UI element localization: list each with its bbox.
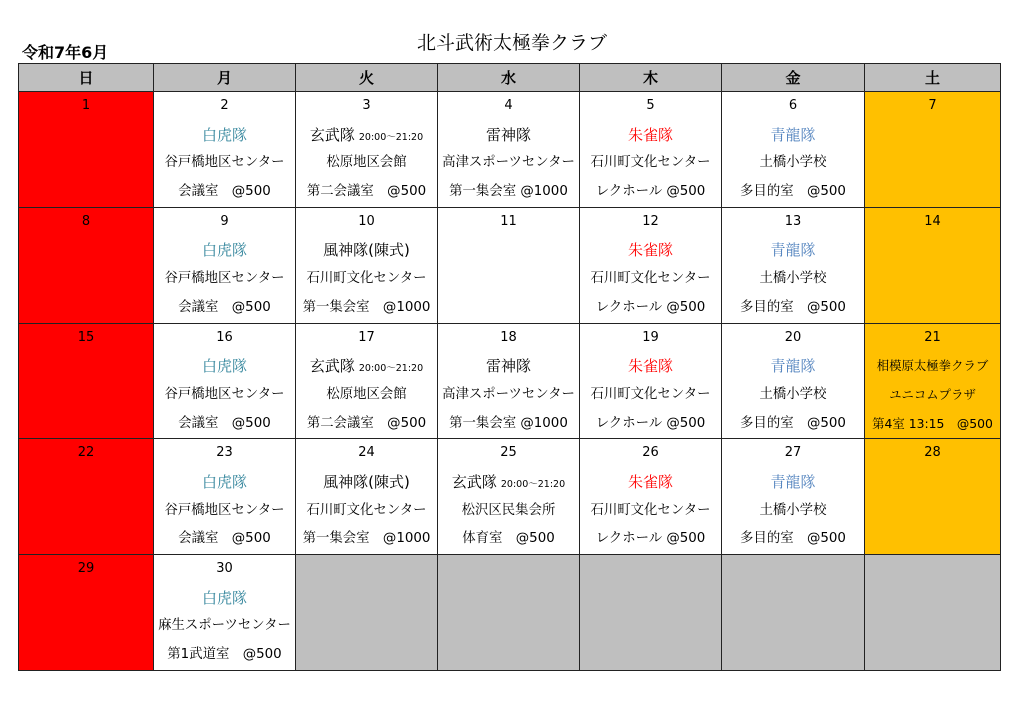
venue-name: 石川町文化センター [590, 271, 711, 287]
group-name-line [722, 352, 864, 381]
group-name: 白虎隊 [201, 357, 247, 376]
day-cell-6 [722, 92, 865, 208]
group-name-line [580, 236, 721, 265]
day-cell-8 [19, 207, 154, 323]
venue-name: 土橋小学校 [759, 502, 827, 518]
day-number: 24 [358, 445, 375, 461]
calendar-body [19, 92, 1001, 671]
room-fee: 第一集会室 @1000 [449, 184, 568, 200]
group-name-line [722, 121, 864, 150]
group-name-line [296, 236, 437, 265]
empty-day-cell [580, 555, 722, 671]
group-name-line [722, 236, 864, 265]
day-cell-12 [580, 207, 722, 323]
venue-name: 石川町文化センター [590, 386, 711, 402]
room-fee: 第二会議室 @500 [306, 415, 427, 431]
day-number: 4 [504, 98, 513, 113]
group-name: 白虎隊 [201, 125, 247, 144]
day-number: 17 [358, 329, 375, 345]
day-cell-20 [722, 323, 865, 439]
day-cell-5 [580, 92, 722, 208]
group-name: 風神隊(陳式) [323, 472, 410, 491]
group-name: 玄武隊 [309, 357, 355, 376]
day-number: 12 [642, 213, 659, 229]
group-name: 青龍隊 [770, 125, 816, 144]
weekday-header-saturday: 土 [865, 64, 1001, 92]
day-number: 18 [500, 329, 517, 345]
day-cell-7 [865, 92, 1001, 208]
room-fee: 第1武道室 @500 [167, 647, 282, 663]
group-name: 玄武隊 [309, 125, 355, 144]
day-cell-14 [865, 207, 1001, 323]
group-name-line [580, 352, 721, 381]
day-cell-25 [438, 439, 580, 555]
venue-name: 石川町文化センター [306, 502, 427, 518]
day-cell-19 [580, 323, 722, 439]
venue-name: 石川町文化センター [590, 155, 711, 171]
day-number: 27 [784, 445, 802, 461]
week-row [19, 92, 1001, 208]
group-name: 風神隊(陳式) [323, 241, 410, 260]
room-fee: 第一集会室 @1000 [302, 299, 431, 315]
room-fee: レクホール @500 [595, 415, 706, 431]
day-number: 19 [642, 329, 659, 345]
empty-day-cell [438, 555, 580, 671]
venue-name: 高津スポーツセンター [442, 155, 575, 171]
calendar-table [18, 63, 1001, 671]
group-name-line [722, 468, 864, 497]
day-number: 2 [220, 98, 229, 113]
venue-name: 石川町文化センター [306, 271, 427, 287]
day-number: 29 [77, 561, 95, 576]
day-cell-26 [580, 439, 722, 555]
week-row [19, 439, 1001, 555]
era-month-label: 令和7年6月 [22, 43, 109, 62]
day-number: 11 [500, 213, 517, 229]
empty-day-cell [865, 555, 1001, 671]
weekday-header-tuesday: 火 [296, 64, 438, 92]
day-number: 30 [216, 561, 233, 576]
group-name: 青龍隊 [770, 472, 816, 491]
room-fee: 第一集会室 @1000 [302, 531, 431, 547]
day-number: 16 [216, 329, 233, 345]
day-cell-15 [19, 323, 154, 439]
room-fee: 多目的室 @500 [740, 299, 846, 315]
group-name: 玄武隊 [451, 472, 497, 491]
room-fee: レクホール @500 [595, 299, 706, 315]
day-number: 13 [784, 213, 802, 229]
day-number: 5 [646, 98, 655, 113]
venue-name: 土橋小学校 [759, 271, 827, 287]
venue-name: 松原地区会館 [326, 386, 407, 402]
group-name-line [154, 584, 295, 613]
day-number: 25 [500, 445, 517, 461]
day-cell-18 [438, 323, 580, 439]
group-name-line [438, 468, 579, 497]
group-name-line [154, 468, 295, 497]
group-name: 朱雀隊 [627, 241, 673, 260]
empty-day-cell [296, 555, 438, 671]
day-number: 15 [77, 329, 95, 345]
group-name: 青龍隊 [770, 241, 816, 260]
day-cell-4 [438, 92, 580, 208]
group-name: 白虎隊 [201, 241, 247, 260]
weekday-header-row [19, 64, 1001, 92]
page-title: 北斗武術太極拳クラブ [416, 32, 607, 54]
room-fee: 第4室 13:15 @500 [872, 415, 993, 431]
day-cell-17 [296, 323, 438, 439]
day-number: 23 [216, 445, 233, 461]
room-fee: 会議室 @500 [178, 299, 271, 315]
venue-name: 谷戸橋地区センター [164, 271, 285, 287]
room-fee: 会議室 @500 [178, 415, 271, 431]
room-fee: レクホール @500 [595, 531, 706, 547]
practice-time: 20:00～21:20 [500, 478, 566, 490]
group-name-line [154, 121, 295, 150]
day-cell-30 [154, 555, 296, 671]
day-number: 21 [924, 329, 941, 345]
room-fee: 第一集会室 @1000 [449, 415, 568, 431]
week-row [19, 555, 1001, 671]
venue-name: 麻生スポーツセンター [158, 618, 291, 634]
day-number: 26 [642, 445, 659, 461]
day-number: 3 [362, 98, 371, 113]
day-cell-16 [154, 323, 296, 439]
day-cell-2 [154, 92, 296, 208]
room-fee: 多目的室 @500 [740, 531, 846, 547]
room-fee: 体育室 @500 [462, 531, 555, 547]
day-number: 7 [928, 98, 937, 113]
venue-name: 松沢区民集会所 [461, 502, 556, 518]
group-name: 白虎隊 [201, 588, 247, 607]
room-fee: 会議室 @500 [178, 531, 271, 547]
group-name-line [296, 352, 437, 381]
day-cell-9 [154, 207, 296, 323]
room-fee: レクホール @500 [595, 184, 706, 200]
group-name-line [154, 236, 295, 265]
day-number: 28 [924, 445, 941, 461]
day-number: 9 [220, 213, 229, 229]
venue-name: ユニコムプラザ [889, 386, 976, 402]
day-number: 20 [784, 329, 802, 345]
day-cell-28 [865, 439, 1001, 555]
group-name-line [154, 352, 295, 381]
weekday-header-thursday: 木 [580, 64, 722, 92]
weekday-header-friday: 金 [722, 64, 865, 92]
day-cell-24 [296, 439, 438, 555]
venue-name: 石川町文化センター [590, 502, 711, 518]
venue-name: 土橋小学校 [759, 155, 827, 171]
group-name-line [438, 121, 579, 150]
room-fee: 多目的室 @500 [740, 415, 846, 431]
group-name-line [865, 352, 1000, 381]
day-cell-22 [19, 439, 154, 555]
venue-name: 高津スポーツセンター [442, 386, 575, 402]
venue-name: 松原地区会館 [326, 155, 407, 171]
room-fee: 多目的室 @500 [740, 184, 846, 200]
group-name: 朱雀隊 [627, 125, 673, 144]
group-name-line [580, 468, 721, 497]
weekday-header-monday: 月 [154, 64, 296, 92]
venue-name: 谷戸橋地区センター [164, 502, 285, 518]
venue-name: 谷戸橋地区センター [164, 386, 285, 402]
week-row [19, 323, 1001, 439]
group-name: 朱雀隊 [627, 357, 673, 376]
practice-time: 20:00～21:20 [358, 363, 424, 375]
day-cell-13 [722, 207, 865, 323]
group-name: 白虎隊 [201, 472, 247, 491]
day-cell-27 [722, 439, 865, 555]
day-number: 6 [788, 98, 798, 113]
weekday-header-sunday: 日 [19, 64, 154, 92]
group-name: 青龍隊 [770, 357, 816, 376]
day-cell-23 [154, 439, 296, 555]
day-cell-21 [865, 323, 1001, 439]
group-name: 雷神隊 [485, 357, 531, 376]
day-cell-11 [438, 207, 580, 323]
day-number: 10 [358, 213, 375, 229]
day-number: 8 [81, 213, 91, 229]
day-number: 22 [77, 445, 95, 461]
group-name: 雷神隊 [485, 125, 531, 144]
group-name: 朱雀隊 [627, 472, 673, 491]
group-name-line [580, 121, 721, 150]
group-name-line [438, 352, 579, 381]
weekday-header-wednesday: 水 [438, 64, 580, 92]
practice-time: 20:00～21:20 [358, 131, 424, 143]
room-fee: 会議室 @500 [178, 184, 271, 200]
room-fee: 第二会議室 @500 [306, 184, 427, 200]
empty-day-cell [722, 555, 865, 671]
day-number: 1 [81, 98, 91, 113]
group-name-line [296, 121, 437, 150]
venue-name: 谷戸橋地区センター [164, 155, 285, 171]
day-cell-10 [296, 207, 438, 323]
day-cell-29 [19, 555, 154, 671]
group-name-line [296, 468, 437, 497]
day-cell-3 [296, 92, 438, 208]
week-row [19, 207, 1001, 323]
day-cell-1 [19, 92, 154, 208]
day-number: 14 [924, 213, 941, 229]
venue-name: 土橋小学校 [759, 386, 827, 402]
group-name: 相模原太極拳クラブ [876, 358, 989, 374]
